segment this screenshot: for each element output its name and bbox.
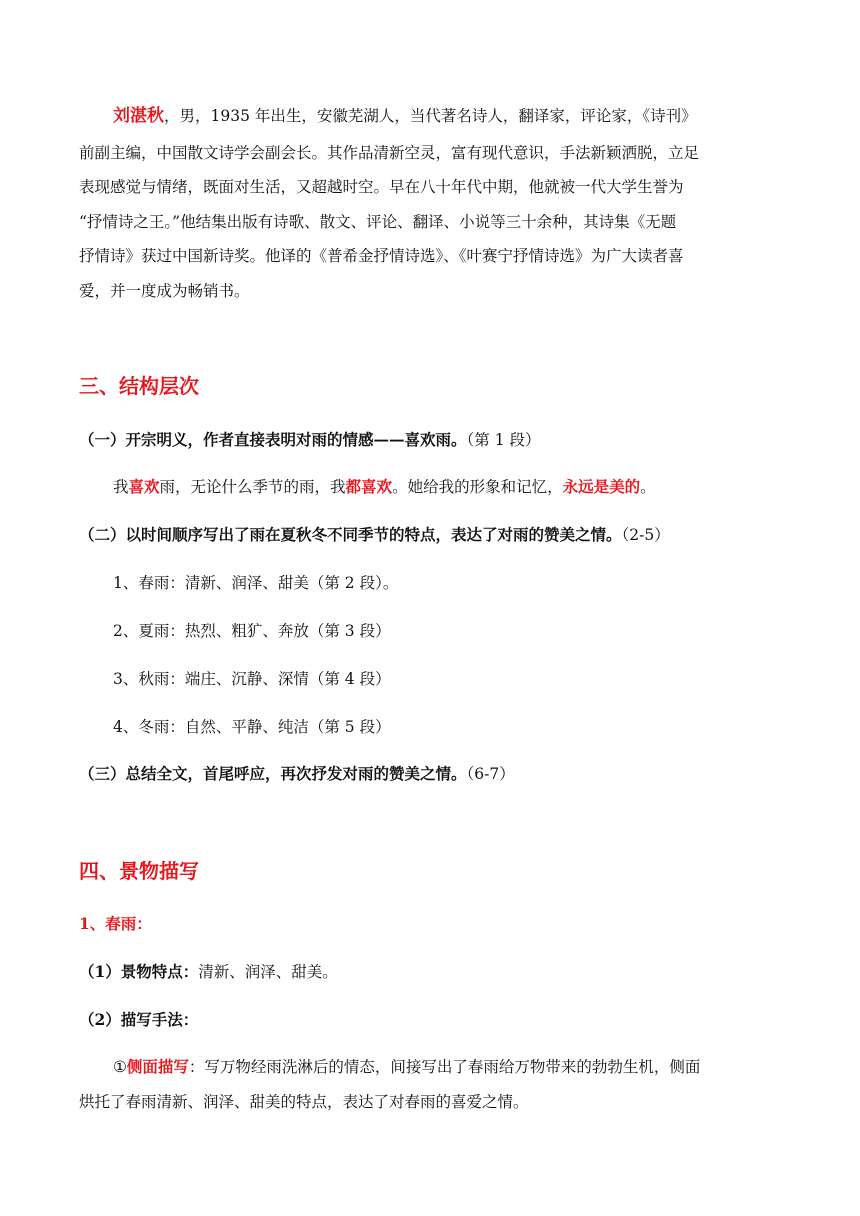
part-2-label: （二）以时间顺序写出了雨在夏秋冬不同季节的特点，表达了对雨的赞美之情。: [79, 525, 622, 544]
part-1-label: （一）开宗明义，作者直接表明对雨的情感——喜欢雨。: [79, 430, 467, 449]
list-item: 3、秋雨：端庄、沉静、深情（第 4 段）: [113, 670, 391, 688]
quote-line: [113, 477, 656, 497]
quote-t3: 雨，无论什么季节的雨，我: [159, 478, 346, 496]
part-2: [79, 525, 670, 545]
method-1-name: 侧面描写: [126, 1057, 189, 1076]
intro-line-4: “抒情诗之王。”他结集出版有诗歌、散文、评论、翻译、小说等三十余种，其诗集《无题: [79, 213, 677, 231]
part-3: [79, 764, 515, 784]
quote-t1: 我: [113, 478, 129, 496]
list-item: 4、冬雨：自然、平静、纯洁（第 5 段）: [113, 718, 391, 736]
quote-t4: 都喜欢: [345, 477, 393, 496]
feature-value: 清新、润泽、甜美。: [198, 963, 338, 981]
intro-line-3: 表现感觉与情绪，既面对生活，又超越时空。早在八十年代中期，他就被一代大学生誉为: [79, 178, 684, 196]
method-1-text-1: ：写万物经雨洗淋后的情态，间接写出了春雨给万物带来的勃勃生机，侧面: [188, 1058, 701, 1076]
quote-t5: 。她给我的形象和记忆，: [392, 478, 563, 496]
method-1-line-1: [113, 1057, 700, 1077]
method-1-line-2: 烘托了春雨清新、润泽、甜美的特点，表达了对春雨的喜爱之情。: [79, 1093, 529, 1111]
feature-label: （1）景物特点：: [79, 962, 199, 981]
list-item: 2、夏雨：热烈、粗犷、奔放（第 3 段）: [113, 622, 391, 640]
part-1-ref: （第 1 段）: [466, 431, 541, 449]
intro-line-1: [113, 106, 697, 126]
intro-line-5: 抒情诗》获过中国新诗奖。他译的《普希金抒情诗选》、《叶赛宁抒情诗选》为广大读者喜: [79, 247, 684, 265]
quote-t6: 永远是美的: [562, 477, 641, 496]
intro-line-2: 前副主编，中国散文诗学会副会长。其作品清新空灵，富有现代意识，手法新颖洒脱，立足: [79, 144, 700, 162]
spring-rain-heading: 1、春雨：: [79, 914, 152, 933]
intro-line-6: 爱，并一度成为畅销书。: [79, 282, 250, 300]
feature-line: [79, 962, 338, 982]
section-4-title: 四、景物描写: [79, 859, 199, 883]
quote-t2: 喜欢: [128, 477, 160, 496]
part-1: [79, 430, 540, 450]
method-1-marker: ①: [113, 1058, 127, 1076]
author-name: 刘湛秋: [113, 106, 164, 126]
part-3-ref: （6-7）: [466, 765, 515, 783]
quote-t7: 。: [640, 478, 656, 496]
part-3-label: （三）总结全文，首尾呼应，再次抒发对雨的赞美之情。: [79, 764, 467, 783]
method-label: （2）描写手法：: [79, 1010, 199, 1029]
intro-line-1-text: ，男，1935 年出生，安徽芜湖人，当代著名诗人，翻译家，评论家，《诗刊》: [164, 107, 697, 125]
part-2-ref: （2-5）: [621, 526, 670, 544]
list-item: 1、春雨：清新、润泽、甜美（第 2 段）。: [113, 574, 399, 592]
section-3-title: 三、结构层次: [79, 374, 199, 398]
